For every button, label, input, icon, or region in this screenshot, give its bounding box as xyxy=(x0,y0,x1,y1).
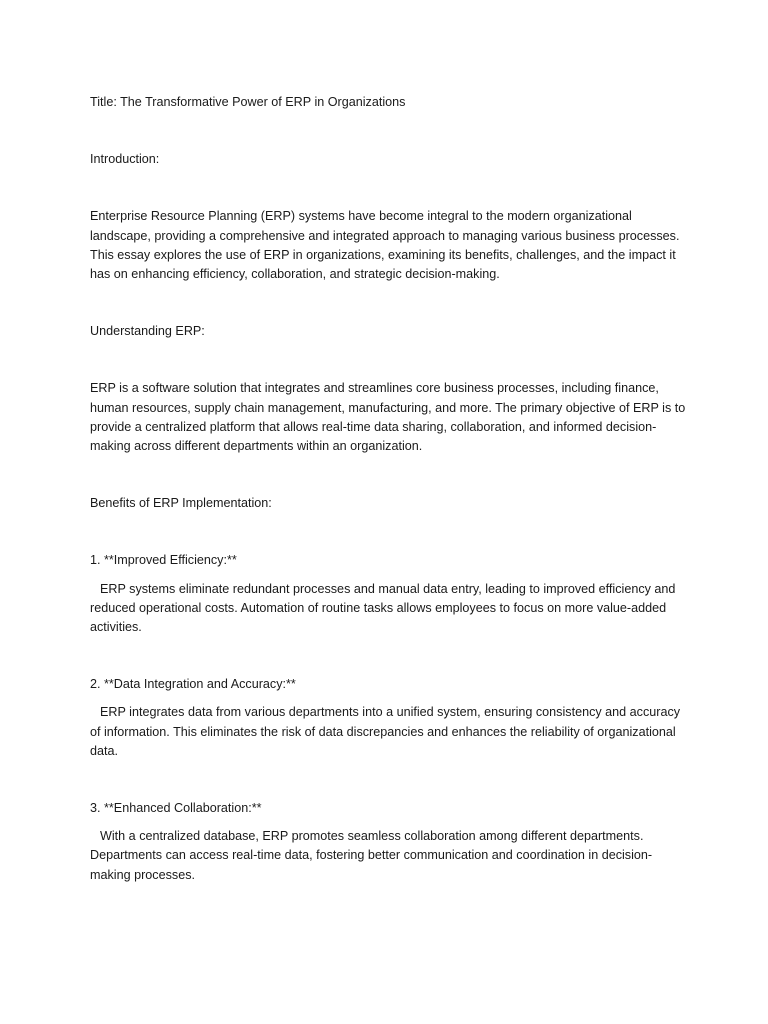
spacer xyxy=(90,169,690,207)
spacer xyxy=(90,637,690,675)
understanding-erp-paragraph: ERP is a software solution that integrates and streamlines core business processes, including finance, human resources, supply chain management, manufacturing, and more. The primary objective of ERP is to provide a centralized platform that allows real-time data sharing, collaboration, and informed decision-making across different departments within an organization. xyxy=(90,381,686,454)
benefit-item-text: With a centralized database, ERP promotes seamless collaboration among different departments. Departments can access real-time data, fostering better communication and coordination in decision-making processes. xyxy=(90,829,653,882)
spacer xyxy=(90,341,690,379)
introduction-paragraph: Enterprise Resource Planning (ERP) systems have become integral to the modern organizational landscape, providing a comprehensive and integrated approach to managing various business processes. This essay explores the use of ERP in organizations, examining its benefits, challenges, and the impact it has on enhancing efficiency, collaboration, and strategic decision-making. xyxy=(90,209,680,282)
benefit-item xyxy=(90,675,690,761)
spacer xyxy=(90,694,690,703)
benefit-item xyxy=(90,551,690,637)
spacer xyxy=(90,456,690,494)
benefit-item-label: 2. **Data Integration and Accuracy:** xyxy=(90,677,296,692)
spacer xyxy=(90,761,690,799)
introduction-heading: Introduction: xyxy=(90,152,160,167)
spacer xyxy=(90,571,690,580)
document-body xyxy=(90,93,690,885)
spacer xyxy=(90,112,690,150)
understanding-erp-heading: Understanding ERP: xyxy=(90,324,205,339)
document-title: Title: The Transformative Power of ERP in Organizations xyxy=(90,95,406,109)
benefit-item-text: ERP integrates data from various departments into a unified system, ensuring consistency and accuracy of information. This eliminates the risk of data discrepancies and enhances the reliability of organizational data. xyxy=(90,705,681,758)
benefit-item-label: 1. **Improved Efficiency:** xyxy=(90,553,237,568)
spacer xyxy=(90,818,690,827)
spacer xyxy=(90,284,690,322)
benefits-heading: Benefits of ERP Implementation: xyxy=(90,496,272,511)
benefit-item xyxy=(90,799,690,885)
benefit-item-text: ERP systems eliminate redundant processes and manual data entry, leading to improved efficiency and reduced operational costs. Automation of routine tasks allows employees to focus on more value-added activities. xyxy=(90,581,676,635)
spacer xyxy=(90,513,690,551)
benefit-item-label: 3. **Enhanced Collaboration:** xyxy=(90,801,262,816)
